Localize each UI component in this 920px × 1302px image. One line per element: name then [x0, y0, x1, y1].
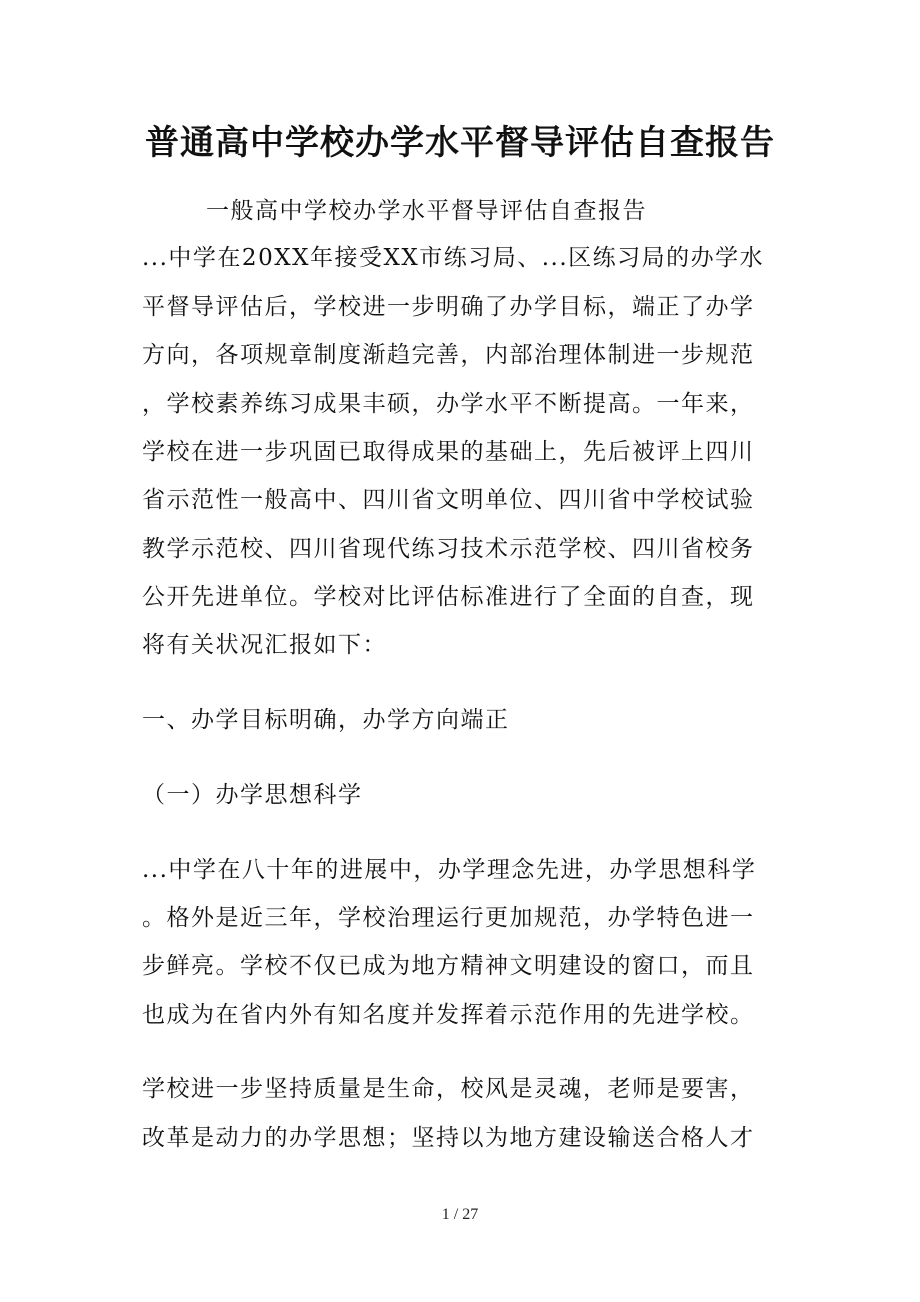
subsection-heading: （一）办学思想科学 — [142, 782, 363, 808]
paragraph-line: ...中学在八十年的进展中，办学理念先进，办学思想科学 — [142, 857, 757, 883]
paragraph-line: ...中学在20XX年接受XX市练习局、...区练习局的办学水 — [142, 245, 765, 271]
paragraph-line: 省示范性一般高中、四川省文明单位、四川省中学校试验 — [142, 487, 755, 513]
page-number: 1 / 27 — [441, 1206, 479, 1223]
paragraph-line: 将有关状况汇报如下： — [142, 632, 387, 658]
paragraph-line: ，学校素养练习成果丰硕，办学水平不断提高。一年来， — [142, 391, 755, 417]
paragraph-line: 改革是动力的办学思想；坚持以为地方建设输送合格人才 — [142, 1125, 755, 1151]
paragraph-line: 学校进一步坚持质量是生命，校风是灵魂，老师是要害， — [142, 1076, 755, 1102]
paragraph-line: 公开先进单位。学校对比评估标准进行了全面的自查，现 — [142, 584, 755, 610]
paragraph-line: 平督导评估后，学校进一步明确了办学目标，端正了办学 — [142, 294, 755, 320]
paragraph-line: 。格外是近三年，学校治理运行更加规范，办学特色进一 — [142, 905, 755, 931]
paragraph-line: 也成为在省内外有知名度并发挥着示范作用的先进学校。 — [142, 1002, 755, 1028]
paragraph-line: 教学示范校、四川省现代练习技术示范学校、四川省校务 — [142, 536, 755, 562]
paragraph-line: 步鲜亮。学校不仅已成为地方精神文明建设的窗口，而且 — [142, 953, 755, 979]
paragraph-line: 方向，各项规章制度渐趋完善，内部治理体制进一步规范 — [142, 342, 755, 368]
paragraph-line: 学校在进一步巩固已取得成果的基础上，先后被评上四川 — [142, 439, 755, 465]
document-title: 普通高中学校办学水平督导评估自查报告 — [145, 123, 775, 163]
section-heading: 一、办学目标明确，办学方向端正 — [142, 707, 510, 733]
document-subtitle: 一般高中学校办学水平督导评估自查报告 — [206, 198, 647, 224]
